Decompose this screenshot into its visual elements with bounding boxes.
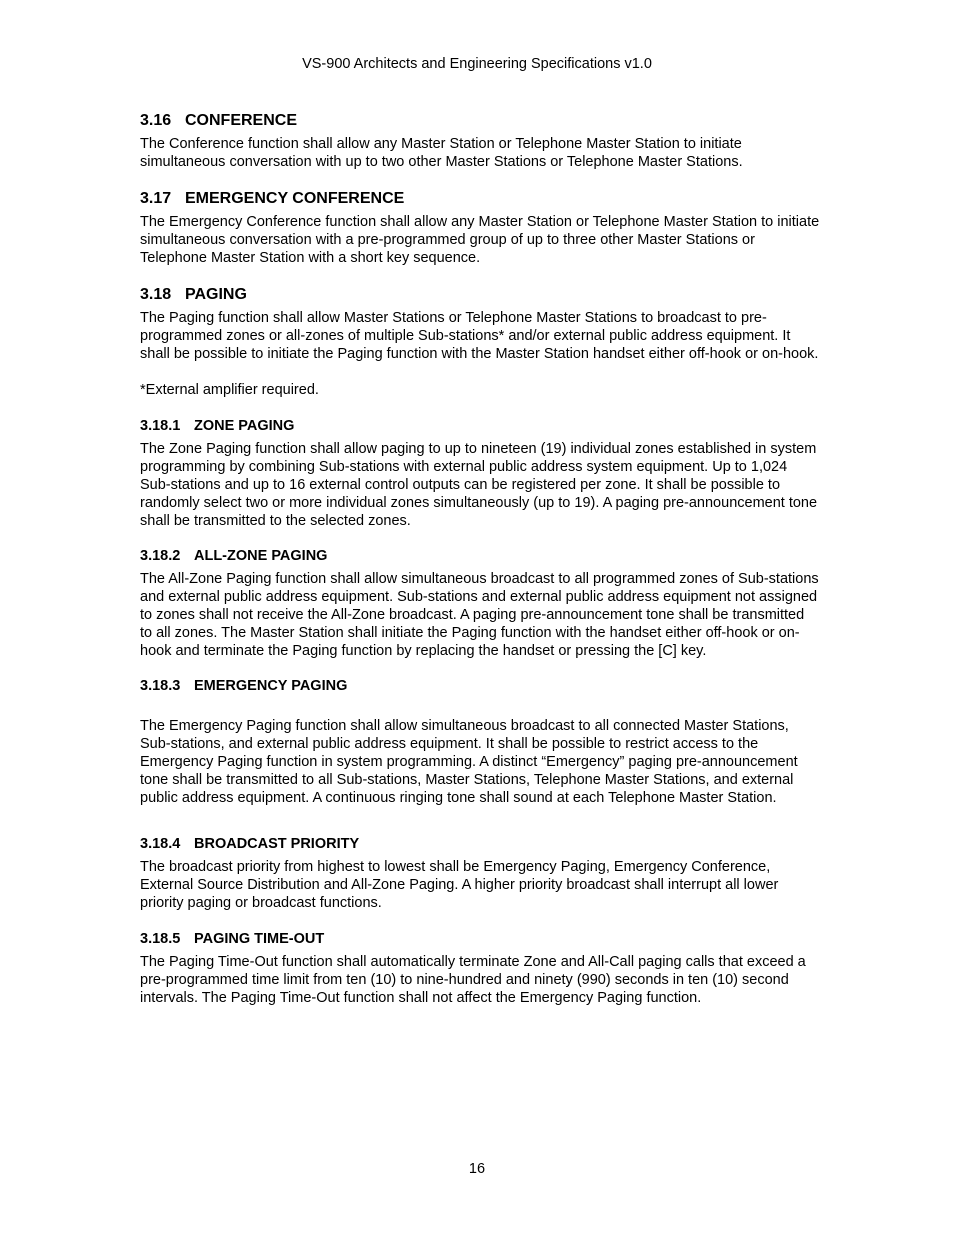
subsection-number: 3.18.5: [140, 931, 181, 947]
subsection-heading-3-18-3: [140, 677, 820, 695]
paragraph: The Zone Paging function shall allow paging to up to nineteen (19) individual zones established in system programming by combining Sub-stations with external public address system equipment. Up to 1,024 Sub-stations and up to 16 external control outputs can be registered per zone. It shall be possible to randomly select two or more individual zones simultaneously (up to 19). A paging pre-announcement tone shall be transmitted to the selected zones.: [140, 441, 818, 529]
footnote: *External amplifier required.: [140, 382, 319, 398]
section-title: EMERGENCY CONFERENCE: [185, 190, 405, 207]
subsection-number: 3.18.4: [140, 836, 181, 852]
page-number: 16: [468, 1161, 486, 1177]
subsection-number: 3.18.1: [140, 418, 181, 434]
section-title: PAGING: [185, 286, 247, 303]
paragraph: The Emergency Conference function shall allow any Master Station or Telephone Master Station to initiate simultaneous conversation with a pre-programmed group of up to three other Master Stations or Telephone Master Station with a short key sequence.: [140, 214, 820, 266]
section-heading-3-17: [140, 189, 820, 209]
subsection-title: ALL-ZONE PAGING: [194, 548, 328, 564]
subsection-title: BROADCAST PRIORITY: [194, 836, 360, 852]
subsection-heading-3-18-5: [140, 930, 820, 948]
section-title: CONFERENCE: [185, 112, 298, 129]
paragraph: The Paging function shall allow Master Stations or Telephone Master Stations to broadcast to pre-programmed zones or all-zones of multiple Sub-stations* and/or external public address equipment. It shall be possible to initiate the Paging function with the Master Station handset either off-hook or on-hook.: [140, 310, 819, 362]
section-heading-3-18: [140, 285, 820, 305]
section-number: 3.17: [140, 190, 172, 207]
section-number: 3.16: [140, 112, 172, 129]
subsection-number: 3.18.2: [140, 548, 181, 564]
paragraph: The All-Zone Paging function shall allow simultaneous broadcast to all programmed zones of Sub-stations and external public address equipment. Sub-stations and external public address equipment not assigned to zones shall not receive the All-Zone broadcast. A paging pre-announcement tone shall be transmitted to all zones. The Master Station shall initiate the Paging function with the handset either off-hook or on-hook and terminate the Paging function by replacing the handset or pressing the [C] key.: [140, 571, 819, 659]
subsection-heading-3-18-2: [140, 547, 820, 565]
subsection-title: EMERGENCY PAGING: [194, 678, 348, 694]
subsection-heading-3-18-1: [140, 417, 820, 435]
paragraph: The broadcast priority from highest to lowest shall be Emergency Paging, Emergency Conference, External Source Distribution and All-Zone Paging. A higher priority broadcast shall interrupt all lower priority paging or broadcast functions.: [140, 859, 779, 911]
paragraph: The Conference function shall allow any Master Station or Telephone Master Station to initiate simultaneous conversation with up to two other Master Stations or Telephone Master Stations.: [140, 136, 743, 170]
page-header: VS-900 Architects and Engineering Specifications v1.0: [302, 56, 652, 72]
page-content: [140, 111, 820, 1007]
section-number: 3.18: [140, 286, 172, 303]
subsection-title: PAGING TIME-OUT: [194, 931, 325, 947]
subsection-title: ZONE PAGING: [194, 418, 295, 434]
paragraph: The Paging Time-Out function shall automatically terminate Zone and All-Call paging calls that exceed a pre-programmed time limit from ten (10) to nine-hundred and ninety (990) seconds in ten (10) second intervals. The Paging Time-Out function shall not affect the Emergency Paging function.: [140, 954, 806, 1006]
subsection-heading-3-18-4: [140, 835, 820, 853]
paragraph: The Emergency Paging function shall allow simultaneous broadcast to all connected Master Stations, Sub-stations, and external public address equipment. It shall be possible to restrict access to the Emergency Paging function in system programming. A distinct “Emergency” paging pre-announcement tone shall be transmitted to all Sub-stations, Master Stations, Telephone Master Stations, and external public address equipment. A continuous ringing tone shall sound at each Telephone Master Station.: [140, 718, 798, 806]
section-heading-3-16: [140, 111, 820, 131]
subsection-number: 3.18.3: [140, 678, 181, 694]
